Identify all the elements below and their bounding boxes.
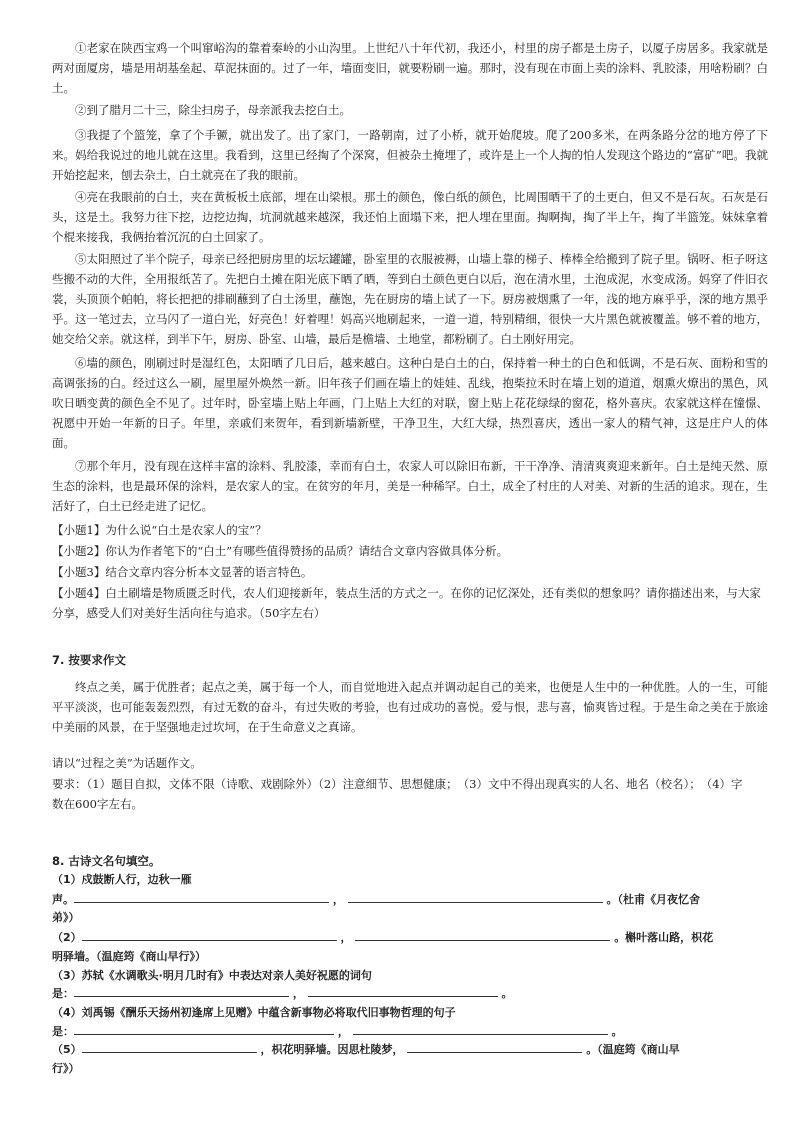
passage-paragraph-3: ③我提了个篮笼，拿了个手镢，就出发了。出了家门，一路朝南，过了小桥，就开始爬坡。爬了200多米，在两条路分岔的地方停了下来。妈给我说过的地儿就在这里。我看到，这里已经掏了个深窝，但被杂土掩埋了，或许是上一个人掏的怕人发现这个路边的“富矿”吧。我就开始挖起来，刨去杂土，白土就亮在了我的眼前。 — [52, 128, 768, 182]
answer-blank[interactable] — [74, 984, 289, 997]
question-text: 为什么说“白土是农家人的宝”？ — [105, 523, 267, 537]
essay-topic: 请以“过程之美”为话题作文。 — [52, 756, 202, 770]
question-1 — [52, 520, 768, 540]
poem-q4-line — [52, 1022, 768, 1042]
section-8-heading: 8. 古诗文名句填空。 — [52, 854, 161, 868]
q3-prefix: 是： — [52, 987, 74, 1000]
essay-prompt: 终点之美，属于优胜者；起点之美，属于每一个人，而自觉地进入起点并调动起自己的美来，也便是人生中的一种优胜。人的一生，可能平平淡淡，也可能轰轰烈烈，有过无数的奋斗，有过失败的考验，也有过成功的喜悦。爱与恨，悲与喜，愉爽皆过程。于是生命之美在于旅途中美丽的风景，在于坚强地走过坎坷，在于生命意义之真谛。 — [52, 680, 768, 734]
q2-continuation: 。槲叶落山路，枳花 — [614, 931, 714, 944]
question-text: 结合文章内容分析本文显著的语言特色。 — [105, 565, 313, 579]
poem-q3-head: （3）苏轼《水调歌头·明月几时有》中表达对亲人美好祝愿的词句 — [52, 969, 372, 982]
poem-q3-line — [52, 984, 768, 1004]
q1-separator: ， — [332, 893, 344, 906]
answer-blank[interactable] — [74, 1022, 334, 1035]
question-tag: 【小题3】 — [52, 565, 106, 579]
question-text: 你认为作者笔下的“白土”有哪些值得赞扬的品质？请结合文章内容做具体分析。 — [105, 544, 509, 558]
q3-separator: ， — [292, 987, 304, 1000]
q2-number: （2） — [52, 931, 82, 944]
q4-separator: ， — [337, 1025, 349, 1038]
poem-q4-head: （4）刘禹锡《酬乐天扬州初逢席上见赠》中蕴含新事物必将取代旧事物哲理的句子 — [52, 1006, 456, 1019]
question-2 — [52, 541, 768, 561]
answer-blank[interactable] — [348, 890, 603, 903]
passage-paragraph-5: ⑤太阳照过了半个院子，母亲已经把厨房里的坛坛罐罐，卧室里的衣服被褥，山墙上靠的梯子、棒棒全给搬到了院子里。锅呀、柜子呀这些搬不动的大件，全用报纸苫了。先把白土摊在阳光底下晒了晒，等到白土颜色更白以后，泡在清水里，土泡成泥，水变成汤。妈穿了件旧衣裳，头顶顶个帕帕，将长把把的排刷蘸到了白土汤里，蘸饱，先在厨房的墙上试了一下。厨房被烟熏了一年，浅的地方麻乎乎，深的地方黑乎乎。这一笔过去，立马闪了一道白光，好亮色！好着哩！妈高兴地刷起来，一道一道，特别精细，很快一大片黑色就被覆盖。够不着的地方，她交给父亲。就这样，到半下午，厨房、卧室、山墙，最后是檐墙、土地堂，都粉刷了。白土刚好用完。 — [52, 252, 768, 346]
poem-q2-line — [52, 928, 768, 948]
question-tag: 【小题1】 — [52, 523, 106, 537]
q5-middle: ，枳花明驿墙。因思杜陵梦， — [260, 1043, 404, 1056]
q1-prefix: 声。 — [52, 893, 74, 906]
essay-requirements: 要求：（1）题目自拟，文体不限（诗歌、戏剧除外）（2）注意细节、思想健康； （3）文中不得出现真实的人名、地名（校名）； （4）字数在600字左右。 — [52, 777, 743, 811]
question-tag: 【小题4】 — [52, 586, 106, 600]
passage-paragraph-6: ⑥墙的颜色，刚刷过时是湿红色，太阳晒了几日后，越来越白。这种白是白土的白，保持着一种土的白色和低调，不是石灰、面粉和雪的高调张扬的白。经过这么一刷，屋里屋外焕然一新。旧年孩子们画在墙上的娃娃、乱线，抱柴拉禾时在墙上划的道道，烟熏火燎出的黑色，风吹日晒变黄的颜色全不见了。过年时，卧室墙上贴上年画，门上贴上大红的对联，窗上贴上花花绿绿的窗花，格外喜庆。农家就这样在憧憬、祝愿中开始一年新的日子。年里，亲戚们来贺年，看到新墙新壁，干净卫生，大红大绿，热烈喜庆，透出一家人的精气神，这是庄户人的体面。 — [52, 356, 768, 450]
question-3 — [52, 562, 768, 582]
answer-blank[interactable] — [82, 1040, 257, 1053]
poem-q1-cont: 弟》） — [52, 911, 80, 924]
answer-blank[interactable] — [353, 1022, 608, 1035]
q4-end: 。 — [611, 1025, 623, 1038]
q3-end: 。 — [501, 987, 513, 1000]
q2-separator: ， — [340, 931, 352, 944]
passage-paragraph-1: ①老家在陕西宝鸡一个叫窜峪沟的靠着秦岭的小山沟里。上世纪八十年代初，我还小，村里的房子都是土房子，以厦子房居多。我家就是两对面厦房，墙是用胡基垒起、草泥抹面的。过了一年，墙面变旧，就要粉刷一遍。那时，没有现在市面上卖的涂料、乳胶漆，用啥粉刷？白土。 — [52, 41, 768, 95]
poem-q2-cont: 明驿墙。（温庭筠《商山早行》） — [52, 950, 206, 963]
question-4 — [52, 583, 768, 623]
q4-prefix: 是： — [52, 1025, 74, 1038]
answer-blank[interactable] — [74, 890, 329, 903]
answer-blank[interactable] — [407, 1040, 582, 1053]
answer-blank[interactable] — [82, 928, 337, 941]
question-tag: 【小题2】 — [52, 544, 106, 558]
question-text: 白土刷墙是物质匮乏时代，农人们迎接新年，装点生活的方式之一。在你的记忆深处，还有类似的想象吗？请你描述出来，与大家分享，感受人们对美好生活向往与追求。（50字左右） — [52, 586, 761, 620]
q5-source: 。（温庭筠《商山早 — [586, 1043, 680, 1056]
passage-paragraph-4: ④亮在我眼前的白土，夹在黄板板土底部，埋在山梁根。那土的颜色，像白纸的颜色，比周围晒干了的土更白，但又不是石灰。石灰是石头，这是土。我努力往下挖，边挖边掏，坑洞就越来越深，我还怕上面塌下来，把人埋在里面。掏啊掏，掏了半上午，掏了半篮笼。妹妹拿着个棍来接我，我俩抬着沉沉的白土回家了。 — [52, 190, 768, 244]
poem-q5-cont: 行》） — [52, 1062, 80, 1075]
poem-q1-line — [52, 890, 768, 910]
passage-paragraph-2: ②到了腊月二十三，除尘扫房子，母亲派我去挖白土。 — [75, 103, 351, 117]
section-7-heading: 7. 按要求作文 — [52, 653, 126, 667]
passage-paragraph-7: ⑦那个年月，没有现在这样丰富的涂料、乳胶漆，幸而有白土，农家人可以除旧布新，干干净净、清清爽爽迎来新年。白土是纯天然、原生态的涂料，也是最环保的涂料，是农家人的宝。在贫穷的年月，美是一种稀罕。白土，成全了村庄的人对美、对新的生活的追求。现在，生活好了，白土已经走进了记忆。 — [52, 459, 768, 513]
q1-source: 。（杜甫《月夜忆舍 — [606, 893, 701, 906]
q5-number: （5） — [52, 1043, 82, 1056]
answer-blank[interactable] — [308, 984, 498, 997]
poem-q1-head: （1）戍鼓断人行，边秋一雁 — [52, 873, 192, 886]
poem-q5-line — [52, 1040, 768, 1060]
answer-blank[interactable] — [355, 928, 610, 941]
